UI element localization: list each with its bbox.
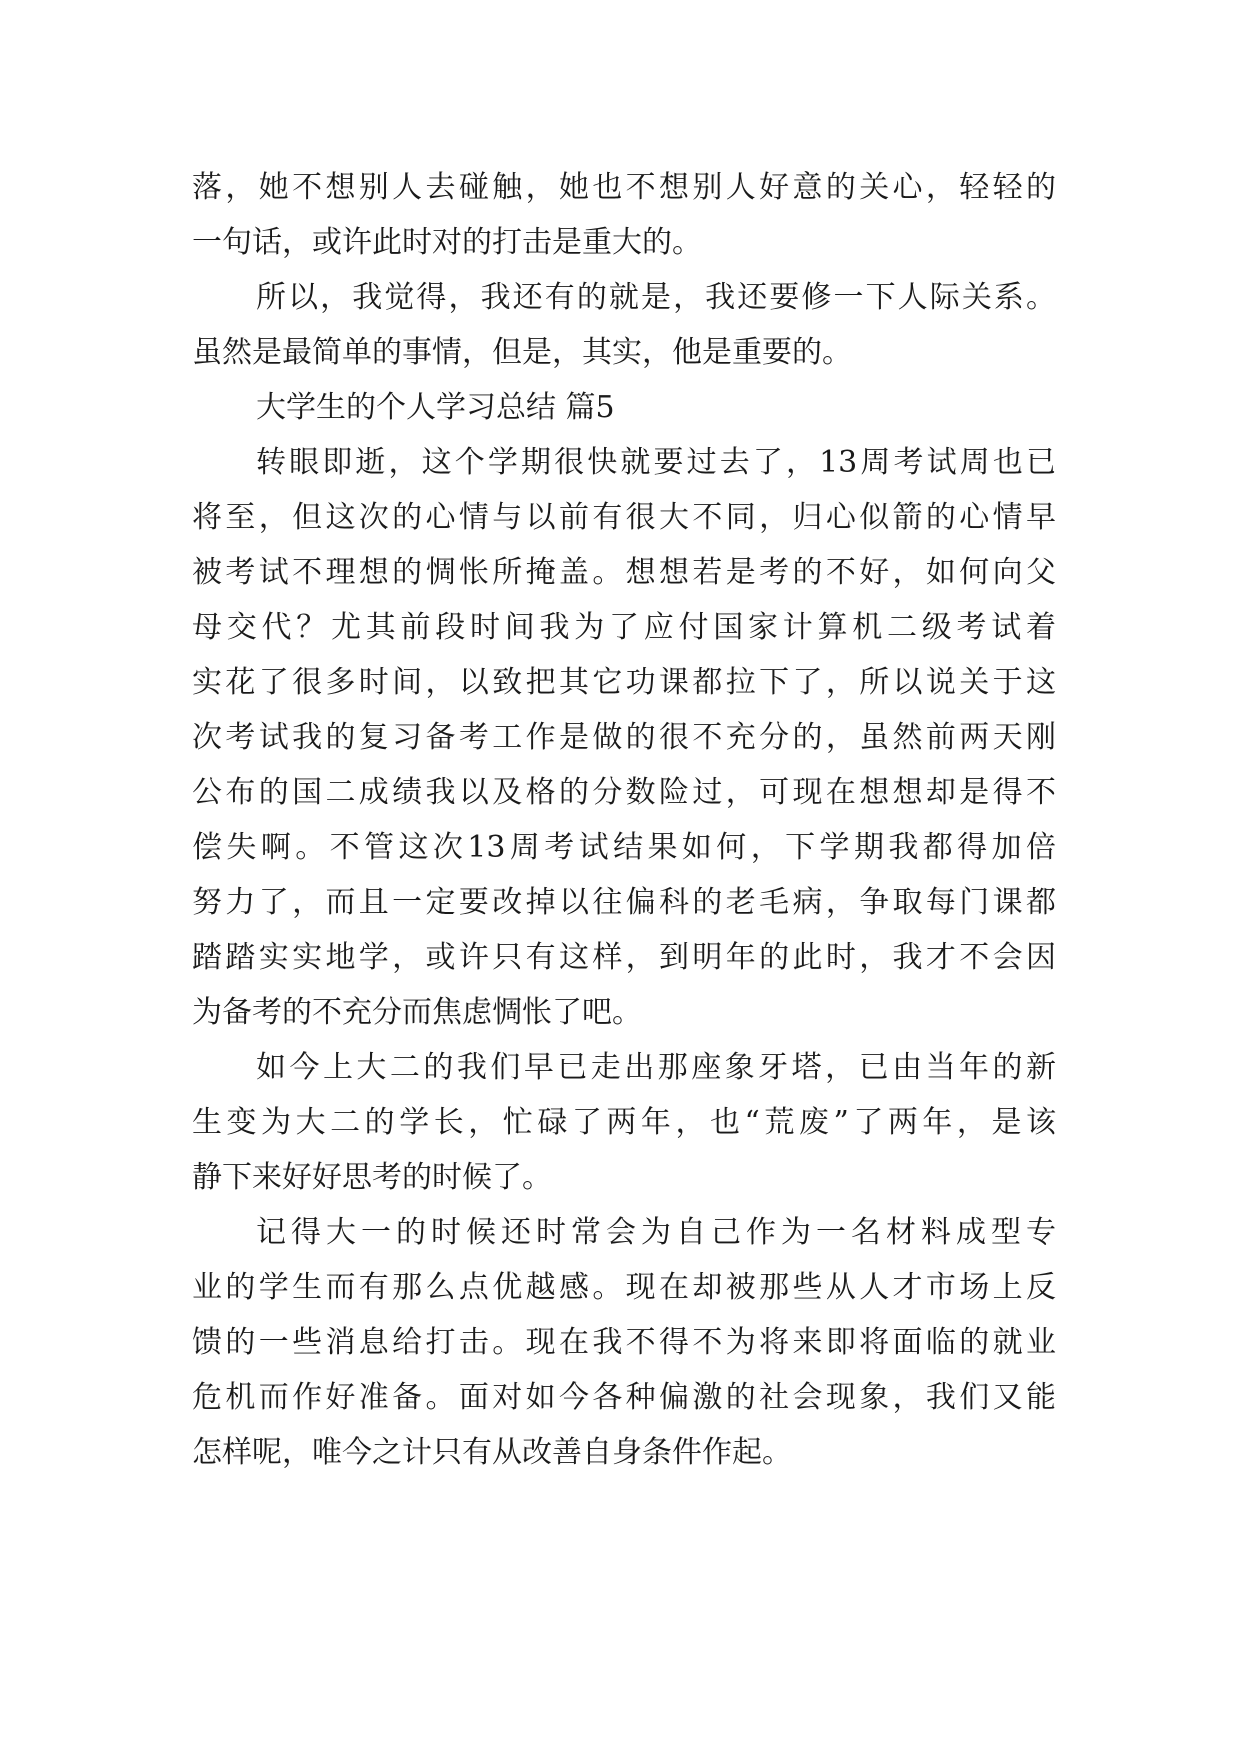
text-line: 虽然是最简单的事情，但是，其实，他是重要的。: [192, 335, 852, 370]
text-line: 实花了很多时间，以致把其它功课都拉下了，所以说关于这: [192, 665, 1056, 700]
text-line: 一句话，或许此时对的打击是重大的。: [192, 225, 702, 260]
document-body: [192, 160, 1056, 1480]
text-line: 被考试不理想的惆怅所掩盖。想想若是考的不好，如何向父: [192, 555, 1056, 590]
text-line: 公布的国二成绩我以及格的分数险过，可现在想想却是得不: [192, 775, 1056, 810]
text-line: 踏踏实实地学，或许只有这样，到明年的此时，我才不会因: [192, 940, 1056, 975]
paragraph-first-line: 记得大一的时候还时常会为自己作为一名材料成型专: [256, 1215, 1056, 1250]
text-line: 母交代？尤其前段时间我为了应付国家计算机二级考试着: [192, 610, 1056, 645]
text-line: 怎样呢，唯今之计只有从改善自身条件作起。: [192, 1435, 792, 1470]
text-line: 馈的一些消息给打击。现在我不得不为将来即将面临的就业: [192, 1325, 1056, 1360]
paragraph-first-line: 转眼即逝，这个学期很快就要过去了，13周考试周也已: [256, 445, 1056, 480]
text-line: 业的学生而有那么点优越感。现在却被那些从人才市场上反: [192, 1270, 1056, 1305]
text-line: 努力了，而且一定要改掉以往偏科的老毛病，争取每门课都: [192, 885, 1056, 920]
text-line: 落，她不想别人去碰触，她也不想别人好意的关心，轻轻的: [192, 170, 1056, 205]
text-line: 危机而作好准备。面对如今各种偏激的社会现象，我们又能: [192, 1380, 1056, 1415]
text-line: 静下来好好思考的时候了。: [192, 1160, 552, 1195]
text-line: 生变为大二的学长，忙碌了两年，也“荒废”了两年，是该: [192, 1105, 1056, 1140]
paragraph-first-line: 如今上大二的我们早已走出那座象牙塔，已由当年的新: [256, 1050, 1056, 1085]
section-heading: 大学生的个人学习总结 篇5: [256, 390, 615, 425]
text-line: 为备考的不充分而焦虑惆怅了吧。: [192, 995, 642, 1030]
paragraph-first-line: 所以，我觉得，我还有的就是，我还要修一下人际关系。: [256, 280, 1056, 315]
text-line: 将至，但这次的心情与以前有很大不同，归心似箭的心情早: [192, 500, 1056, 535]
text-line: 次考试我的复习备考工作是做的很不充分的，虽然前两天刚: [192, 720, 1056, 755]
text-line: 偿失啊。不管这次13周考试结果如何，下学期我都得加倍: [192, 830, 1056, 865]
